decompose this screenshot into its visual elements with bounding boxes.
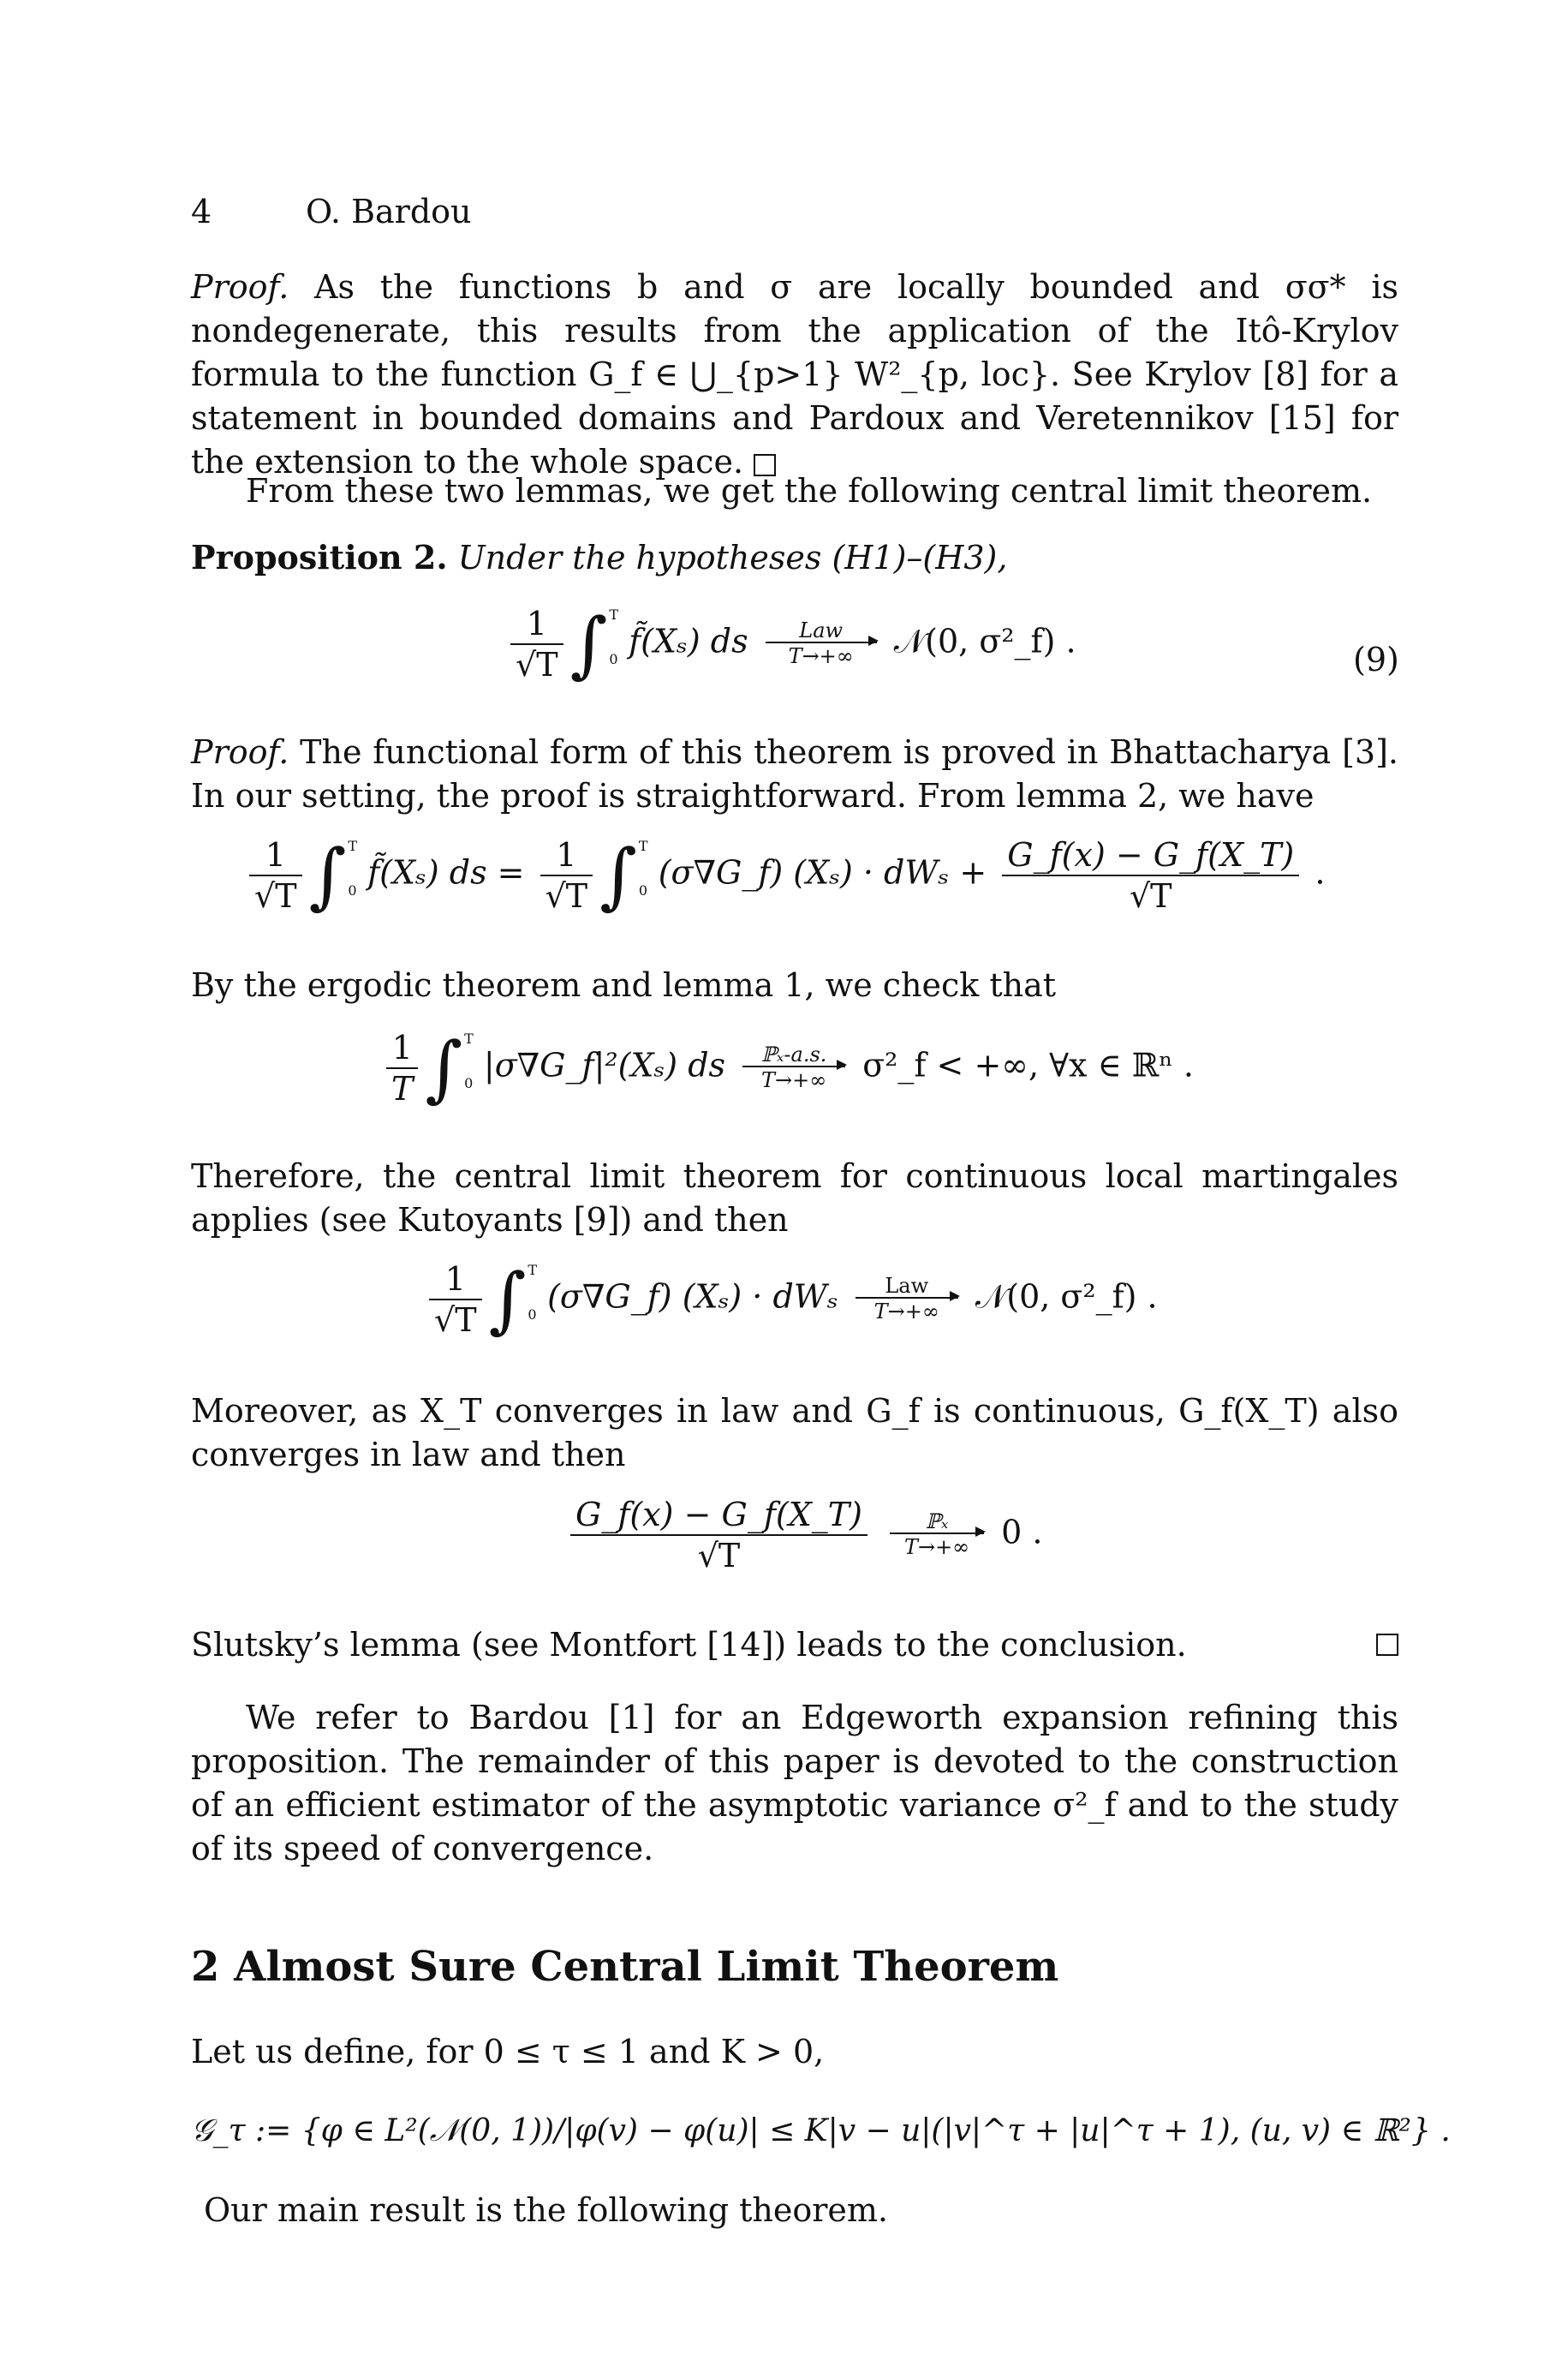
equation-vanishing [565,1495,1043,1575]
integral-sign: ∫ [308,833,347,917]
convergence-arrow: Law T→+∞ [856,1275,958,1324]
intro-sentence: From these two lemmas, we get the following central limit theorem. [246,472,1373,510]
eq9-rhs: 𝒩(0, σ²_f) . [893,622,1076,660]
equation-clt [424,1259,1158,1340]
integral-sign: ∫ [599,833,637,917]
equation-function-class: 𝒢_τ := {φ ∈ L²(𝒩(0, 1))/|φ(v) − φ(u)| ≤ K|v − u|(|v|^τ + |u|^τ + 1), (u, v) ∈ ℝ²} . [191,2113,1451,2148]
section-heading [191,1941,1058,1993]
integral-limits: T 0 [464,1031,474,1091]
clt-integrand: (σ∇G_f) (Xₛ) · dWₛ [547,1277,838,1316]
proof-paragraph-1 [191,266,1398,484]
main-result-sentence: Our main result is the following theorem. [204,2191,889,2229]
convergence-arrow: ℙₓ T→+∞ [890,1510,984,1560]
section-title: Almost Sure Central Limit Theorem [234,1943,1059,1991]
integral-limits: T 0 [609,606,618,667]
equation-number: (9) [1353,641,1399,678]
fraction: $\frac{G\_f(x) - G\_f(X\_T)}{√T}$ [1002,835,1299,916]
decomp-end: . [1315,853,1326,892]
equation-decomposition [244,835,1325,916]
define-sentence: Let us define, for 0 ≤ τ ≤ 1 and K > 0, [191,2033,825,2070]
fraction: $\frac{1}{√T}$ [249,835,302,916]
ergodic-integrand: |σ∇G_f|²(Xₛ) ds [483,1046,726,1084]
qed-box-icon [1376,1634,1398,1656]
proposition-text: Under the hypotheses (H1)–(H3), [457,539,1008,577]
proof-label: Proof. [191,268,289,306]
convergence-arrow: Law T→+∞ [766,619,877,669]
page-number: 4 [191,193,212,230]
section-number: 2 [191,1943,220,1991]
fraction: $\frac{1}{T}$ [386,1028,418,1108]
proposition-label: Proposition 2. [191,538,448,577]
eq9-lhs: f̃(Xₛ) ds [629,622,748,660]
ergodic-sentence: By the ergodic theorem and lemma 1, we check that [191,966,1057,1004]
integral-limits: T 0 [528,1262,537,1323]
equation-9 [505,604,1076,684]
integral-sign: ∫ [488,1258,527,1341]
ergodic-rhs: σ²_f < +∞, ∀x ∈ ℝⁿ . [862,1046,1194,1084]
proof-paragraph-2 [191,731,1398,818]
equation-ergodic [381,1028,1194,1108]
moreover-paragraph: Moreover, as X_T converges in law and G_f is continuous, G_f(X_T) also converges in law and then [191,1392,1398,1473]
slutsky-line [191,1623,1398,1667]
clt-paragraph: Therefore, the central limit theorem for continuous local martingales applies (see Kutoyants [9]) and then [191,1157,1398,1239]
proposition-heading [191,536,1007,579]
decomp-mid: (σ∇G_f) (Xₛ) · dWₛ + [658,853,987,892]
convergence-arrow: ℙₓ-a.s. T→+∞ [742,1043,845,1093]
integral-limits: T 0 [638,838,648,899]
integral-limits: T 0 [348,838,357,899]
refer-paragraph: We refer to Bardou [1] for an Edgeworth expansion refining this proposition. The remainder of this paper is devoted to the construction of an efficient estimator of the asymptotic variance σ²_f and to the study of its speed of convergence. [191,1699,1398,1867]
running-author: O. Bardou [306,193,472,230]
proof-label: Proof. [191,733,289,771]
fraction: $\frac{1}{√T}$ [429,1259,482,1340]
integral-sign: ∫ [569,602,608,686]
proof-text: As the functions b and σ are locally bounded and σσ* is nondegenerate, this results from the application of the Itô-Krylov formula to the function G_f ∈ ⋃_{p>1} W²_{p, loc}. See Krylov [8] for a statement in bounded domains and Pardoux and Veretennikov [15] for the extension to the whole space. [191,268,1398,481]
slutsky-text: Slutsky’s lemma (see Montfort [14]) leads to the conclusion. [191,1626,1187,1664]
clt-rhs: 𝒩(0, σ²_f) . [975,1277,1158,1316]
fraction: $\frac{1}{√T}$ [540,835,593,916]
fraction: $\frac{G\_f(x) - G\_f(X\_T)}{√T}$ [570,1495,867,1575]
decomp-lhs: f̃(Xₛ) ds = [367,853,525,892]
integral-sign: ∫ [425,1026,463,1110]
vanishing-rhs: 0 . [1001,1513,1043,1551]
proof-text: The functional form of this theorem is proved in Bhattacharya [3]. In our setting, the proof is straightforward. From lemma 2, we have [191,733,1398,815]
fraction: $\frac{1}{√T}$ [510,604,563,684]
